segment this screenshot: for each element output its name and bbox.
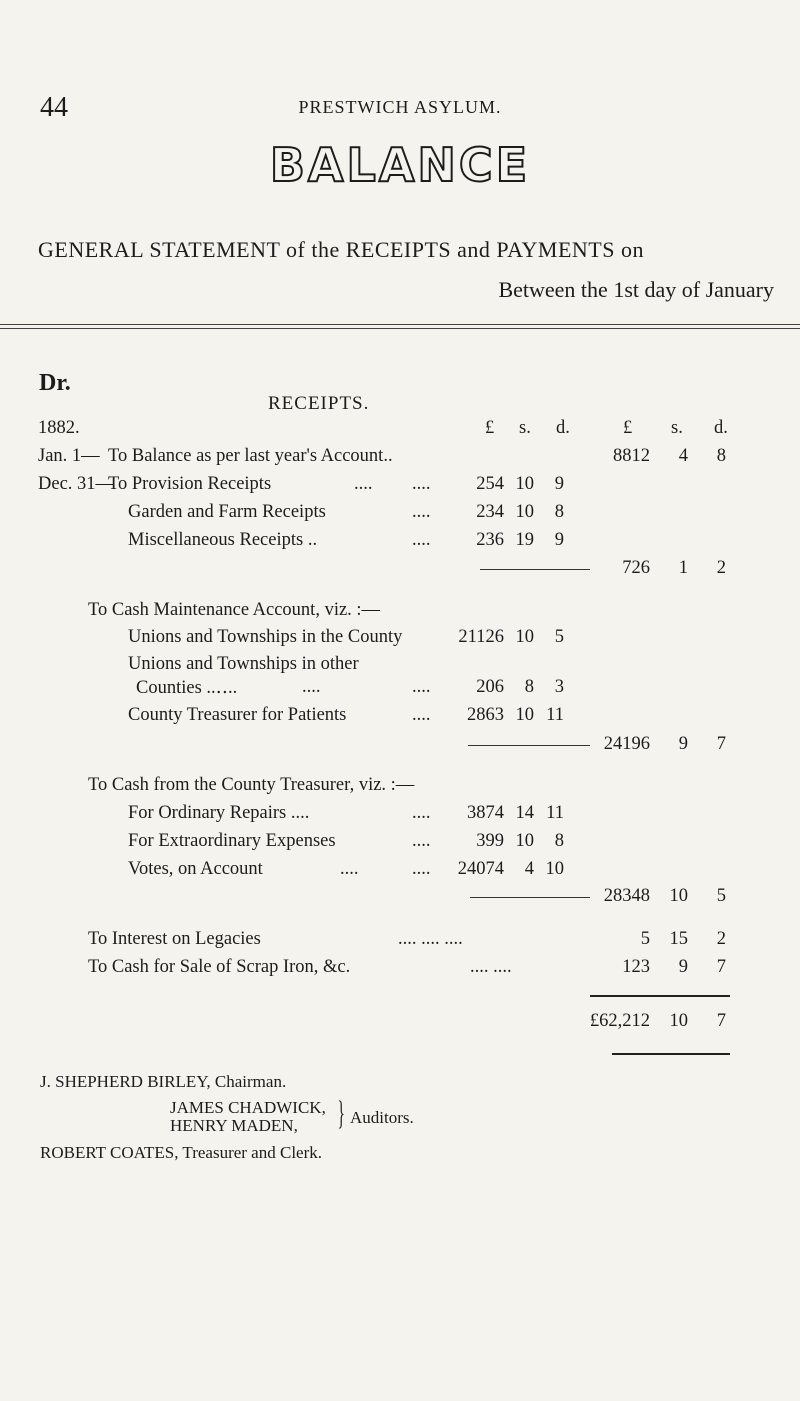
scrap-dots: .... ....: [470, 957, 512, 977]
col-pence-2: d.: [714, 418, 728, 438]
provision-dots: ....: [354, 474, 373, 494]
auditor-chadwick: JAMES CHADWICK,: [170, 1098, 326, 1117]
double-rule-bottom: [0, 328, 800, 329]
grand-total-pence: 7: [716, 1011, 726, 1031]
chairman-signature: J. SHEPHERD BIRLEY, Chairman.: [40, 1072, 287, 1091]
ordinary-repairs-pounds: 3874: [467, 803, 504, 823]
subtotal3-pence: 5: [716, 886, 726, 906]
unions-county-text: Unions and Townships in the County: [128, 627, 403, 647]
treasurer-patients-pounds: 2863: [467, 705, 504, 725]
unions-other-pence: 3: [554, 677, 564, 697]
extraordinary-shillings: 10: [515, 831, 534, 851]
extraordinary-text: For Extraordinary Expenses: [128, 831, 336, 851]
votes-dots1: ....: [340, 859, 359, 879]
grand-total-pounds: £62,212: [589, 1011, 650, 1031]
treasurer-signature: ROBERT COATES, Treasurer and Clerk.: [40, 1143, 322, 1162]
unions-county-shillings: 10: [515, 627, 534, 647]
subtotal1-shillings: 1: [678, 558, 688, 578]
auditor-maden: HENRY MADEN,: [170, 1116, 298, 1135]
ordinary-repairs-pence: 11: [546, 803, 564, 823]
interest-text: To Interest on Legacies: [88, 929, 261, 949]
votes-dots2: ....: [412, 859, 431, 879]
extraordinary-pence: 8: [554, 831, 564, 851]
auditors-label: Auditors.: [350, 1108, 414, 1127]
subtotal3-pounds: 28348: [603, 886, 650, 906]
misc-dots: ....: [412, 530, 431, 550]
votes-pounds: 24074: [457, 859, 504, 879]
col-pound-2: £: [623, 418, 633, 438]
col-pence-1: d.: [556, 418, 570, 438]
misc-text: Miscellaneous Receipts ..: [128, 530, 318, 550]
provision-shillings: 10: [515, 474, 534, 494]
grand-total-shillings: 10: [669, 1011, 688, 1031]
garden-pounds: 234: [476, 502, 504, 522]
scrap-pounds: 123: [622, 957, 650, 977]
unions-other-shillings: 8: [524, 677, 534, 697]
misc-pence: 9: [554, 530, 564, 550]
running-head: PRESTWICH ASYLUM.: [298, 97, 502, 117]
ordinary-repairs-text: For Ordinary Repairs ....: [128, 803, 310, 823]
treasurer-patients-pence: 11: [546, 705, 564, 725]
treasurer-patients-shillings: 10: [515, 705, 534, 725]
interest-pounds: 5: [640, 929, 650, 949]
extraordinary-pounds: 399: [476, 831, 504, 851]
scrap-text: To Cash for Sale of Scrap Iron, &c.: [88, 957, 351, 977]
garden-pence: 8: [554, 502, 564, 522]
subtotal2-shillings: 9: [678, 734, 688, 754]
balance-heading: BALANCE: [269, 138, 531, 192]
county-treasurer-intro: To Cash from the County Treasurer, viz. :—: [88, 775, 415, 795]
balance-text: To Balance as per last year's Account..: [108, 446, 393, 466]
misc-pounds: 236: [476, 530, 504, 550]
garden-dots: ....: [412, 502, 431, 522]
subtotal2-rule: [468, 745, 590, 746]
maintenance-intro: To Cash Maintenance Account, viz. :—: [88, 600, 381, 620]
votes-text: Votes, on Account: [128, 859, 263, 879]
provision-pence: 9: [554, 474, 564, 494]
general-statement-title: GENERAL STATEMENT of the RECEIPTS and PAYMENTS on: [38, 237, 644, 262]
subtotal1-rule: [480, 569, 590, 570]
subtotal1-pounds: 726: [622, 558, 650, 578]
interest-dots: .... .... ....: [398, 929, 463, 949]
balance-pence: 8: [716, 446, 726, 466]
subtotal1-pence: 2: [716, 558, 726, 578]
unions-other-line2: Counties ..‥..: [136, 678, 238, 698]
balance-date: Jan. 1—: [38, 446, 100, 466]
subtotal2-pounds: 24196: [603, 734, 650, 754]
unions-other-dots2: ....: [412, 677, 431, 697]
treasurer-patients-dots: ....: [412, 705, 431, 725]
auditors-brace: }: [337, 1095, 345, 1132]
garden-text: Garden and Farm Receipts: [128, 502, 326, 522]
votes-shillings: 4: [524, 859, 534, 879]
provision-lead: ....: [412, 474, 431, 494]
provision-text: To Provision Receipts: [108, 474, 272, 494]
provision-date: Dec. 31—: [38, 474, 115, 494]
votes-pence: 10: [545, 859, 564, 879]
extraordinary-dots: ....: [412, 831, 431, 851]
interest-shillings: 15: [669, 929, 688, 949]
receipts-heading: RECEIPTS.: [268, 393, 370, 414]
year-label: 1882.: [38, 418, 80, 438]
dr-mark: Dr.: [39, 370, 71, 396]
unions-other-line1: Unions and Townships in other: [128, 654, 359, 674]
balance-pounds: 8812: [613, 446, 650, 466]
subtotal3-rule: [470, 897, 590, 898]
page-number: 44: [40, 92, 68, 123]
garden-shillings: 10: [515, 502, 534, 522]
col-pound-1: £: [485, 418, 495, 438]
balance-shillings: 4: [678, 446, 688, 466]
double-rule-top: [0, 324, 800, 325]
unions-other-pounds: 206: [476, 677, 504, 697]
ordinary-repairs-dots: ....: [412, 803, 431, 823]
unions-county-pounds: 21126: [458, 627, 504, 647]
subtotal3-shillings: 10: [669, 886, 688, 906]
grand-total-rule-top: [590, 995, 730, 997]
col-shilling-1: s.: [519, 418, 531, 438]
unions-other-dots1: ....: [302, 677, 321, 697]
misc-shillings: 19: [515, 530, 534, 550]
scrap-pence: 7: [716, 957, 726, 977]
subtotal2-pence: 7: [716, 734, 726, 754]
treasurer-patients-text: County Treasurer for Patients: [128, 705, 347, 725]
scrap-shillings: 9: [678, 957, 688, 977]
provision-pounds: 254: [476, 474, 504, 494]
interest-pence: 2: [716, 929, 726, 949]
grand-total-rule-bottom: [612, 1053, 730, 1055]
ordinary-repairs-shillings: 14: [515, 803, 534, 823]
unions-county-pence: 5: [554, 627, 564, 647]
between-line: Between the 1st day of January: [498, 277, 774, 302]
col-shilling-2: s.: [671, 418, 683, 438]
